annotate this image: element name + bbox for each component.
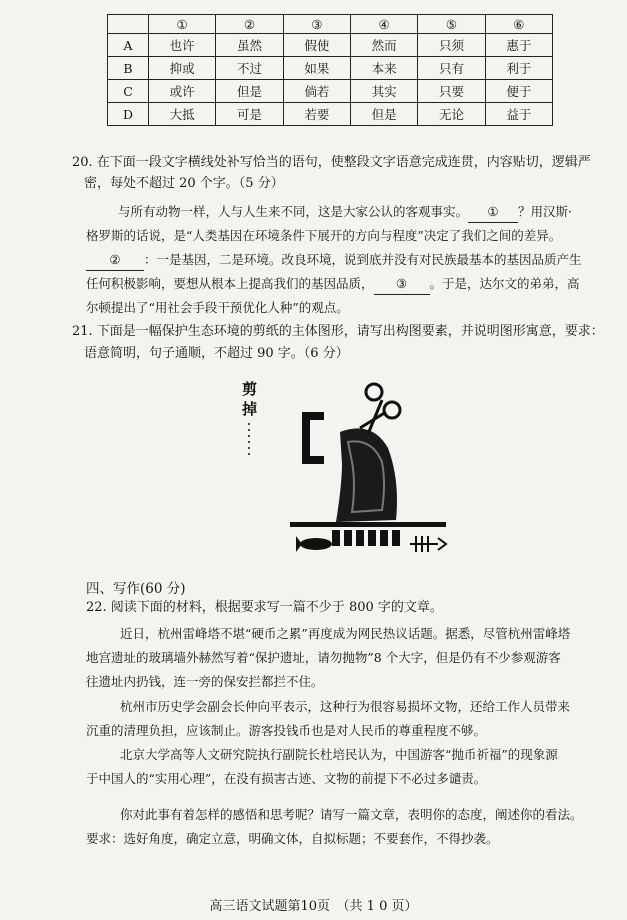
- table-cell: ④: [350, 15, 417, 34]
- q20-passage-line: [86, 274, 580, 295]
- q22-stem: 22. 阅读下面的材料，根据要求写一篇不少于 800 字的文章。: [86, 600, 443, 615]
- q21-stem-line2: 语意简明，句子通顺，不超过 90 字。（6 分）: [84, 346, 349, 361]
- q22-material-line: 杭州市历史学会副会长仲向平表示，这种行为很容易损坏文物，还给工作人员带来: [120, 699, 571, 714]
- table-row: [108, 57, 553, 80]
- table-cell: C: [108, 80, 149, 103]
- table-cell: 惠于: [485, 34, 552, 57]
- table-cell: 本来: [350, 57, 417, 80]
- q20-passage-line: [86, 250, 582, 271]
- answer-blank-1[interactable]: ①: [468, 202, 518, 223]
- table-cell: 抑或: [149, 57, 216, 80]
- table-cell: 只要: [418, 80, 485, 103]
- table-cell: 只须: [418, 34, 485, 57]
- art-label-char: 掉: [242, 400, 258, 418]
- passage-text: ：一是基因，二是环境。改良环境，说到底并没有对民族最基本的基因品质产生: [144, 252, 582, 267]
- q20-passage-line: [118, 202, 572, 223]
- q22-requirement-line: 要求：选好角度，确定立意，明确文体，自拟标题；不要套作，不得抄袭。: [86, 831, 499, 846]
- table-cell: ①: [149, 15, 216, 34]
- table-cell: 如果: [283, 57, 350, 80]
- table-cell: ③: [283, 15, 350, 34]
- q20-passage-line: 格罗斯的话说，是“人类基因在环境条件下展开的方向与程度”决定了我们之间的差异。: [86, 228, 562, 243]
- table-cell: ⑤: [418, 15, 485, 34]
- table-cell: 假使: [283, 34, 350, 57]
- art-label-char: 剪: [242, 380, 258, 398]
- table-row: [108, 103, 553, 126]
- table-cell: 倘若: [283, 80, 350, 103]
- table-cell: [108, 15, 149, 34]
- table-cell: B: [108, 57, 149, 80]
- table-cell: 也许: [149, 34, 216, 57]
- passage-text: 与所有动物一样，人与人生来不同，这是大家公认的客观事实。: [118, 204, 469, 219]
- answer-blank-2[interactable]: ②: [86, 250, 144, 271]
- section-heading: 四、写作(60 分): [86, 581, 186, 597]
- passage-text: 。于是，达尔文的弟弟，高: [429, 276, 580, 291]
- q22-material-line: 北京大学高等人文研究院执行副院长杜培民认为，中国游客“抛币祈福”的现象源: [120, 747, 558, 762]
- table-header-row: [108, 15, 553, 34]
- table-cell: 但是: [216, 80, 283, 103]
- q22-material-line: 沉重的清理负担，应该制止。游客投钱币也是对人民币的尊重程度不够。: [86, 723, 487, 738]
- table-row: [108, 80, 553, 103]
- table-cell: A: [108, 34, 149, 57]
- q21-stem-line1: 21. 下面是一幅保护生态环境的剪纸的主体图形，请写出构图要素，并说明图形寓意，要求：: [72, 324, 604, 339]
- page-footer: 高三语文试题第10页 （共 1 0 页）: [209, 899, 418, 914]
- q22-material-line: 于中国人的“实用心理”，在没有损害古迹、文物的前提下不必过多谴责。: [86, 771, 487, 786]
- paper-cut-image: [232, 372, 462, 572]
- table-cell: 无论: [418, 103, 485, 126]
- table-cell: ⑥: [485, 15, 552, 34]
- answer-blank-3[interactable]: ③: [374, 274, 430, 295]
- q20-stem-line2: 密，每处不超过 20 个字。（5 分）: [84, 176, 284, 191]
- table-cell: 可是: [216, 103, 283, 126]
- table-cell: 益于: [485, 103, 552, 126]
- table-cell: 不过: [216, 57, 283, 80]
- q22-material-line: 地宫遗址的玻璃墙外赫然写着“保护遗址，请勿抛物”8 个大字，但是仍有不少参观游客: [86, 650, 561, 665]
- table-cell: 或许: [149, 80, 216, 103]
- passage-text: ？用汉斯·: [518, 204, 572, 219]
- table-cell: 但是: [350, 103, 417, 126]
- q20-stem-line1: 20. 在下面一段文字横线处补写恰当的语句，使整段文字语意完成连贯，内容贴切，逻辑严: [72, 155, 591, 170]
- table-cell: 然而: [350, 34, 417, 57]
- table-cell: 虽然: [216, 34, 283, 57]
- option-table: [107, 14, 553, 126]
- q22-material-line: 往遗址内扔钱，连一旁的保安拦都拦不住。: [86, 674, 324, 689]
- q22-prompt-line: 你对此事有着怎样的感悟和思考呢？请写一篇文章，表明你的态度，阐述你的看法。: [120, 807, 583, 822]
- table-cell: ②: [216, 15, 283, 34]
- table-cell: 其实: [350, 80, 417, 103]
- passage-text: 任何积极影响，要想从根本上提高我们的基因品质，: [86, 276, 374, 291]
- table-cell: 利于: [485, 57, 552, 80]
- table-cell: 便于: [485, 80, 552, 103]
- table-row: [108, 34, 553, 57]
- q22-material-line: 近日，杭州雷峰塔不堪“硬币之累”再度成为网民热议话题。据悉，尽管杭州雷峰塔: [120, 626, 571, 641]
- table-cell: 只有: [418, 57, 485, 80]
- table-cell: 若要: [283, 103, 350, 126]
- table-cell: D: [108, 103, 149, 126]
- q20-passage-line: 尔顿提出了“用社会手段干预优化人种”的观点。: [86, 300, 349, 315]
- table-cell: 大抵: [149, 103, 216, 126]
